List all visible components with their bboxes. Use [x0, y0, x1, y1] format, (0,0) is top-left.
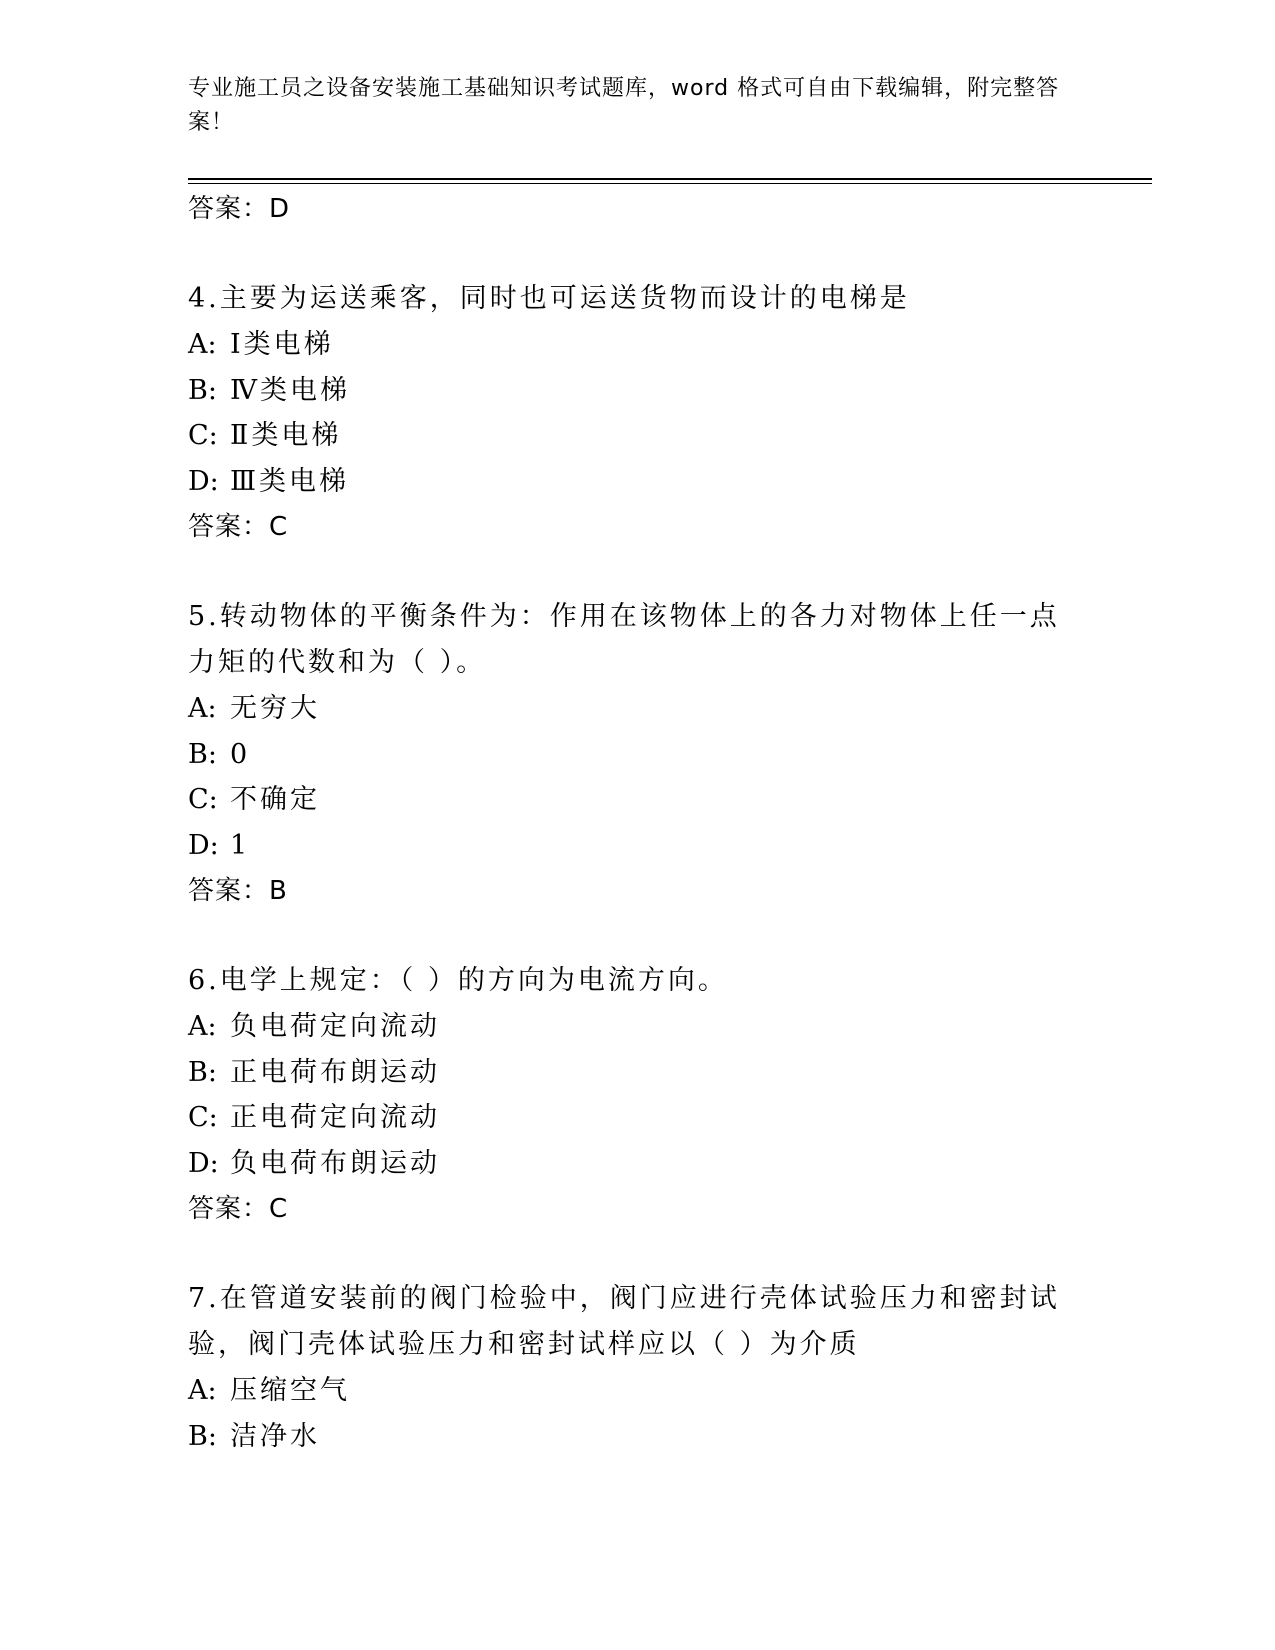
option-a: [188, 1368, 1088, 1414]
option-key: B:: [188, 374, 217, 406]
option-a: [188, 686, 1088, 732]
option-b: [188, 368, 1088, 414]
option-text: 无穷大: [230, 693, 320, 724]
option-a: [188, 322, 1088, 368]
option-key: A:: [188, 1375, 217, 1406]
option-key: D:: [188, 465, 219, 497]
option-text: 负电荷布朗运动: [230, 1147, 440, 1179]
option-key: D:: [188, 829, 219, 861]
option-c: [188, 777, 1088, 823]
answer-line: 答案：B: [188, 876, 288, 906]
option-key: A:: [188, 1011, 217, 1042]
answer-line: 答案：D: [188, 194, 291, 224]
option-c: [188, 413, 1088, 459]
question-stem: 5.转动物体的平衡条件为：作用在该物体上的各力对物体上任一点力矩的代数和为（ ）。: [188, 601, 1060, 678]
option-text: 不确定: [230, 784, 320, 815]
option-b: [188, 1414, 1088, 1460]
option-text: 正电荷布朗运动: [230, 1056, 440, 1088]
option-text: 洁净水: [230, 1420, 320, 1452]
option-text: Ⅳ类电梯: [230, 374, 350, 406]
option-key: B:: [188, 738, 217, 770]
option-text: 压缩空气: [230, 1375, 350, 1406]
option-key: A:: [188, 329, 217, 360]
option-text: 正电荷定向流动: [230, 1102, 440, 1133]
option-text: Ⅲ类电梯: [230, 465, 350, 497]
option-key: C:: [188, 1102, 218, 1133]
question-stem: 7.在管道安装前的阀门检验中，阀门应进行壳体试验压力和密封试验，阀门壳体试验压力和密封试样应以（ ）为介质: [188, 1283, 1060, 1360]
option-text: Ⅰ类电梯: [230, 329, 334, 360]
question-7: [188, 1276, 1088, 1459]
question-stem: 6.电学上规定：（ ）的方向为电流方向。: [188, 965, 728, 996]
option-b: [188, 732, 1088, 778]
document-header: 专业施工员之设备安装施工基础知识考试题库，word 格式可自由下载编辑，附完整答案！: [188, 76, 1060, 135]
option-key: A:: [188, 693, 217, 724]
option-text: Ⅱ类电梯: [230, 420, 342, 451]
option-text: 1: [230, 829, 251, 861]
question-stem: 4.主要为运送乘客，同时也可运送货物而设计的电梯是: [188, 283, 910, 314]
option-d: [188, 459, 1088, 505]
option-c: [188, 1095, 1088, 1141]
question-5: [188, 594, 1088, 914]
option-a: [188, 1004, 1088, 1050]
option-key: C:: [188, 784, 218, 815]
option-b: [188, 1050, 1088, 1096]
option-key: B:: [188, 1056, 217, 1088]
question-list: [188, 186, 1088, 1459]
header-divider-thin: [188, 183, 1152, 184]
answer-line: 答案：C: [188, 512, 289, 542]
question-4: [188, 276, 1088, 550]
header-divider: [188, 178, 1152, 180]
option-d: [188, 1141, 1088, 1187]
option-text: 0: [230, 738, 251, 770]
answer-line: 答案：C: [188, 1194, 289, 1224]
option-text: 负电荷定向流动: [230, 1011, 440, 1042]
option-key: D:: [188, 1147, 219, 1179]
question-6: [188, 958, 1088, 1232]
option-key: C:: [188, 420, 218, 451]
option-key: B:: [188, 1420, 217, 1452]
option-d: [188, 823, 1088, 869]
